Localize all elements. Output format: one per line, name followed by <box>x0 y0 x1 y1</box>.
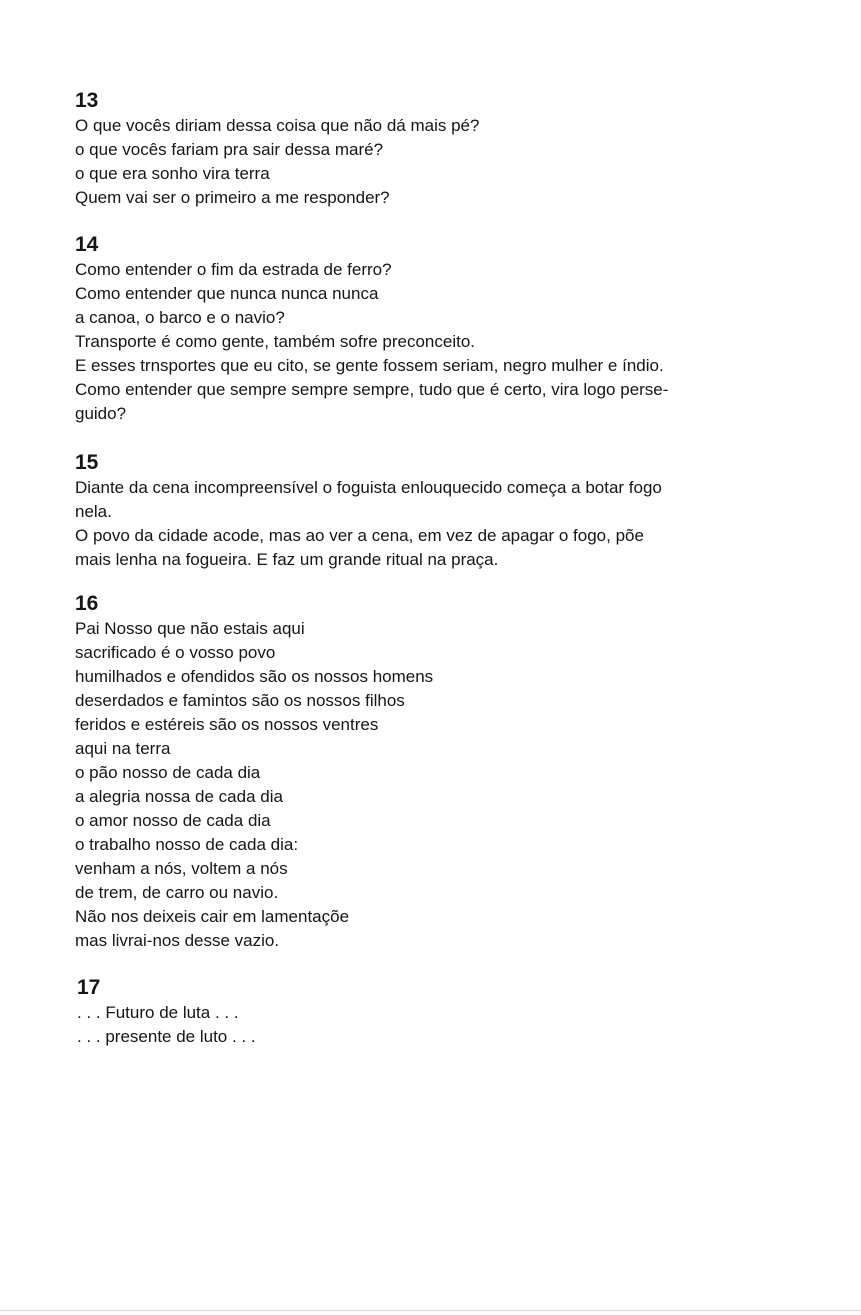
section-16 <box>75 591 433 953</box>
text-line: Diante da cena incompreensível o foguista enlouquecido começa a botar fogo <box>75 478 662 497</box>
text-line: venham a nós, voltem a nós <box>75 859 288 878</box>
text-line: Não nos deixeis cair em lamentaçõe <box>75 907 350 926</box>
text-line: sacrificado é o vosso povo <box>75 643 276 662</box>
text-line: aqui na terra <box>75 739 171 758</box>
text-line: de trem, de carro ou navio. <box>75 883 279 902</box>
text-line: feridos e estéreis são os nossos ventres <box>75 715 379 734</box>
text-line: Como entender que nunca nunca nunca <box>75 284 379 303</box>
text-line: O povo da cidade acode, mas ao ver a cena, em vez de apagar o fogo, põe <box>75 526 644 545</box>
section-number: 17 <box>77 976 101 999</box>
text-line: mas livrai-nos desse vazio. <box>75 931 280 950</box>
text-line: deserdados e famintos são os nossos filhos <box>75 691 405 710</box>
section-number: 14 <box>75 233 99 256</box>
text-line: . . . presente de luto . . . <box>77 1027 256 1046</box>
section-15 <box>75 450 662 572</box>
page-edge-rule <box>0 1310 861 1311</box>
section-13 <box>75 88 479 210</box>
text-line: Como entender que sempre sempre sempre, tudo que é certo, vira logo perse- <box>75 380 669 399</box>
text-line: Pai Nosso que não estais aqui <box>75 619 305 638</box>
section-number: 16 <box>75 592 99 615</box>
text-line: E esses trnsportes que eu cito, se gente fossem seriam, negro mulher e índio. <box>75 356 664 375</box>
text-line: a canoa, o barco e o navio? <box>75 308 285 327</box>
text-line: . . . Futuro de luta . . . <box>77 1003 239 1022</box>
text-line: O que vocês diriam dessa coisa que não dá mais pé? <box>75 116 480 135</box>
text-line: o amor nosso de cada dia <box>75 811 271 830</box>
text-line: Quem vai ser o primeiro a me responder? <box>75 188 390 207</box>
section-17 <box>77 975 256 1049</box>
text-line: o que era sonho vira terra <box>75 164 270 183</box>
text-line: guido? <box>75 404 127 423</box>
text-line: nela. <box>75 502 112 521</box>
section-number: 15 <box>75 451 99 474</box>
text-line: Transporte é como gente, também sofre preconceito. <box>75 332 476 351</box>
text-line: o trabalho nosso de cada dia: <box>75 835 299 854</box>
text-line: Como entender o fim da estrada de ferro? <box>75 260 392 279</box>
section-number: 13 <box>75 89 99 112</box>
text-line: o pão nosso de cada dia <box>75 763 261 782</box>
text-line: o que vocês fariam pra sair dessa maré? <box>75 140 384 159</box>
text-line: a alegria nossa de cada dia <box>75 787 283 806</box>
section-14 <box>75 232 668 426</box>
text-line: mais lenha na fogueira. E faz um grande ritual na praça. <box>75 550 499 569</box>
text-line: humilhados e ofendidos são os nossos homens <box>75 667 434 686</box>
